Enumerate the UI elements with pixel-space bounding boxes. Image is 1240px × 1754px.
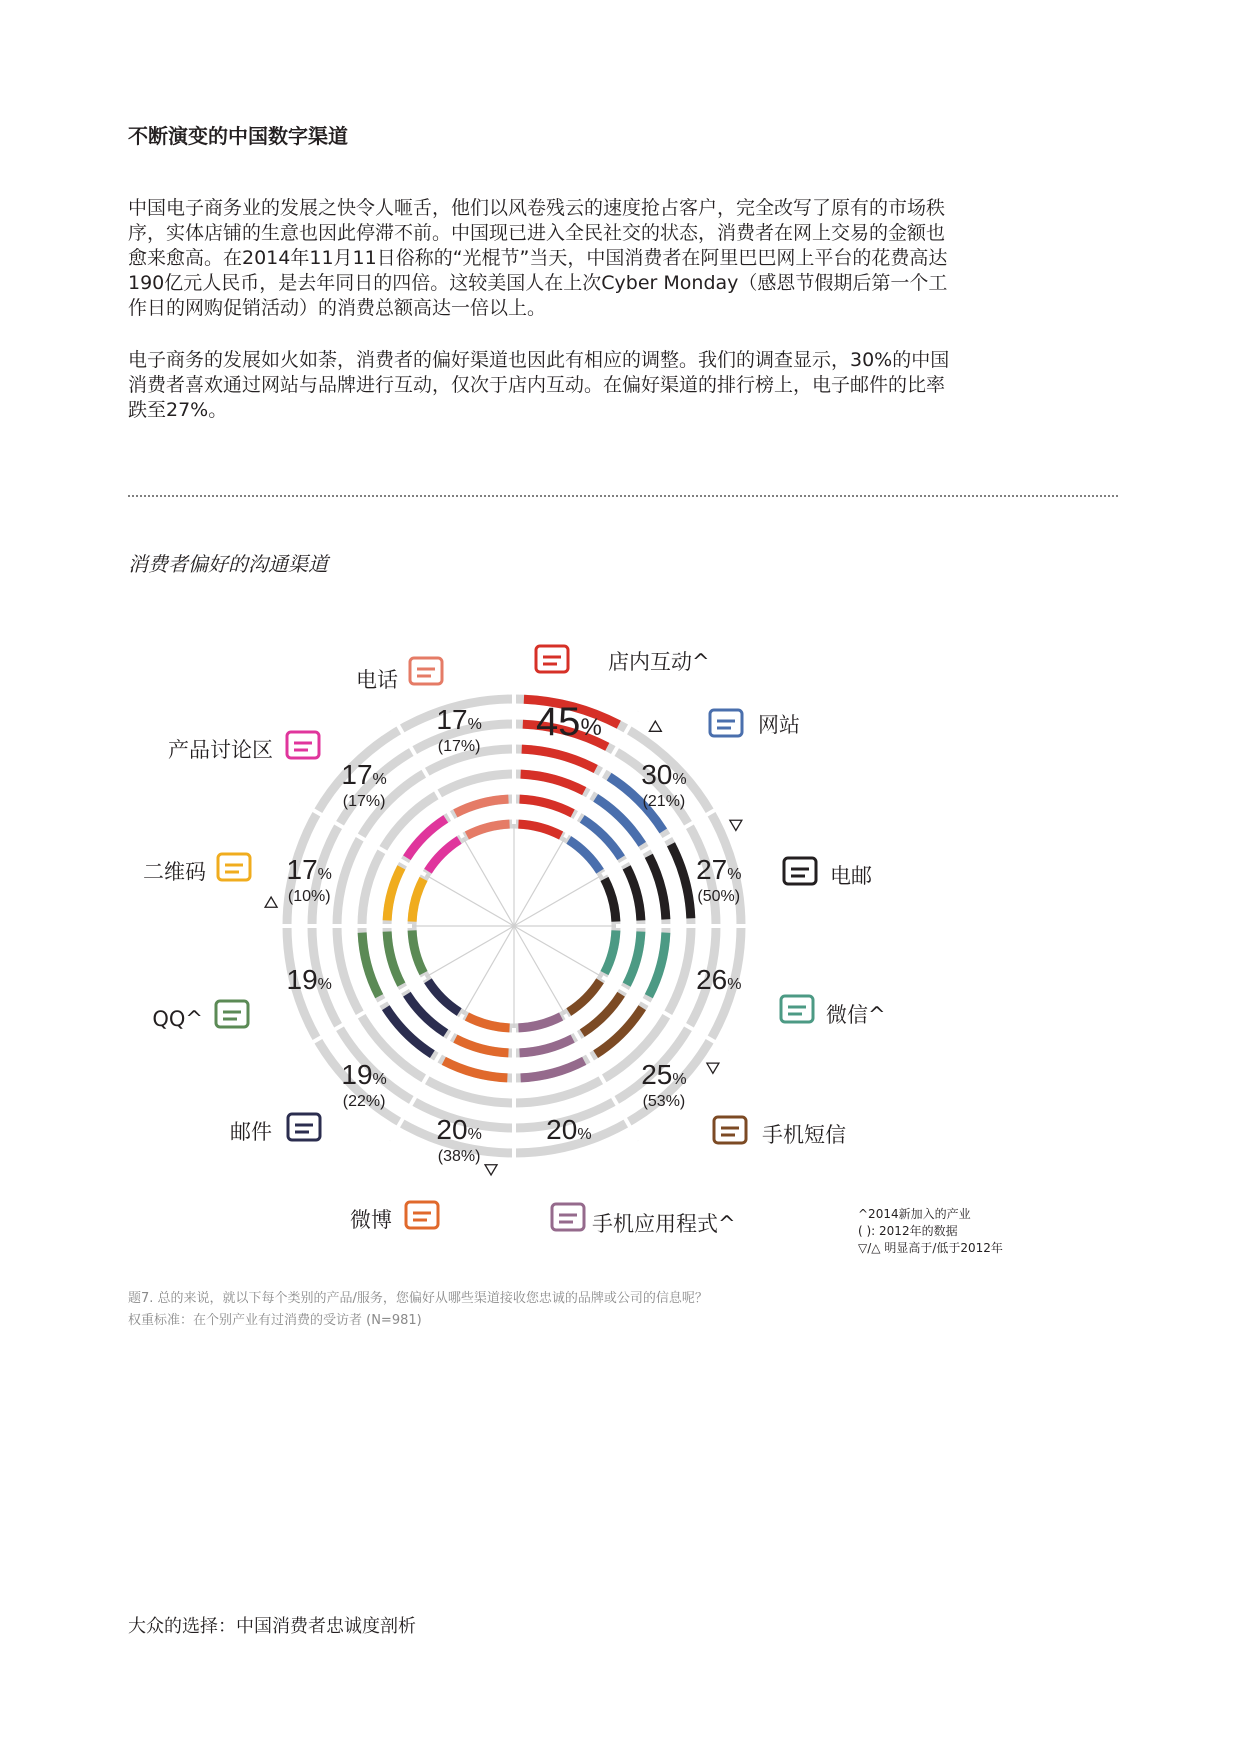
value-label-text: 27% <box>696 854 742 886</box>
envelope-icon <box>784 858 816 884</box>
qq-icon <box>216 1001 248 1027</box>
bar-arc-9 <box>412 879 423 922</box>
bar-arc-3 <box>604 930 615 973</box>
triangle-up-icon <box>265 897 277 907</box>
bar-arc-7 <box>428 981 459 1012</box>
value-label <box>436 704 481 755</box>
bar-arc-6 <box>455 1039 508 1053</box>
radial-chart <box>0 620 1240 1280</box>
category-label: 手机应用程式^ <box>592 1212 736 1236</box>
category-label: 电话 <box>356 668 398 692</box>
category-label: 手机短信 <box>762 1123 846 1147</box>
legend-new-industries: ^2014新加入的产业 <box>858 1207 971 1221</box>
bar-arc-5 <box>520 1039 573 1053</box>
phone-icon <box>410 658 442 684</box>
value-label-text: 19% <box>286 963 332 995</box>
prior-year-label: (53%) <box>642 1092 686 1110</box>
value-label <box>341 1059 386 1110</box>
bar-arc-0 <box>520 799 573 813</box>
prior-year-label: (50%) <box>697 888 741 906</box>
category-label: 微博 <box>350 1208 392 1232</box>
category-label: 微信^ <box>826 1003 886 1027</box>
store-icon <box>536 646 568 672</box>
value-label <box>536 700 602 744</box>
value-label-text: 17% <box>286 854 332 886</box>
bar-arc-4 <box>569 981 600 1012</box>
triangle-down-icon <box>707 1063 719 1073</box>
bar-arc-0 <box>522 749 596 769</box>
category-label: 店内互动^ <box>608 650 710 674</box>
category-label: 网站 <box>758 713 800 737</box>
legend-significance: ▽/△ 明显高于/低于2012年 <box>858 1241 1003 1255</box>
value-label-text: 30% <box>641 759 687 791</box>
value-label <box>641 1059 719 1110</box>
bar-arc-2 <box>671 844 691 918</box>
page-footer: 大众的选择：中国消费者忠诚度剖析 <box>128 1616 416 1637</box>
weibo-icon <box>406 1202 438 1228</box>
value-label-text: 17% <box>436 704 482 736</box>
bar-arc-2 <box>649 856 666 920</box>
category-label: 电邮 <box>830 864 872 888</box>
prior-year-label: (17%) <box>437 738 481 756</box>
bar-arc-10 <box>428 840 459 871</box>
category-label: 邮件 <box>230 1120 272 1144</box>
chart-title: 消费者偏好的沟通渠道 <box>128 552 328 576</box>
prior-year-label: (38%) <box>437 1147 481 1165</box>
value-label-text: 17% <box>341 759 387 791</box>
bar-arc-1 <box>569 840 600 871</box>
bar-arc-5 <box>518 1016 561 1027</box>
value-label <box>287 964 332 995</box>
category-label: QQ^ <box>152 1007 203 1031</box>
prior-year-label: (22%) <box>342 1092 386 1110</box>
prior-year-label: (10%) <box>287 888 331 906</box>
bar-arc-6 <box>444 1061 508 1078</box>
page-heading: 不断演变的中国数字渠道 <box>128 124 348 148</box>
qr-code-icon <box>218 854 250 880</box>
wechat-icon <box>781 996 813 1022</box>
value-label-text: 20% <box>546 1113 592 1145</box>
forum-icon <box>287 732 319 758</box>
triangle-up-icon <box>649 721 661 731</box>
value-label-text: 25% <box>641 1058 687 1090</box>
paragraph-1: 中国电子商务业的发展之快令人咂舌，他们以风卷残云的速度抢占客户，完全改写了原有的市场秩序，实体店铺的生意也因此停滞不前。中国现已进入全民社交的状态，消费者在网上交易的金额也愈来愈高。在2014年11月11日俗称的“光棍节”当天，中国消费者在阿里巴巴网上平台的花费高达190亿元人民币，是去年同日的四倍。这较美国人在上次Cyber Monday（感恩节假期后第一个工作日的网购促销活动）的消费总额高达一倍以上。 <box>128 197 948 319</box>
triangle-down-icon <box>485 1165 497 1175</box>
value-label <box>341 759 386 810</box>
category-label: 产品讨论区 <box>168 738 273 762</box>
prior-year-label: (17%) <box>342 793 386 811</box>
bar-arc-0 <box>518 824 561 835</box>
paragraph-2: 电子商务的发展如火如荼，消费者的偏好渠道也因此有相应的调整。我们的调查显示，30%的中国消费者喜欢通过网站与品牌进行互动，仅次于店内互动。在偏好渠道的排行榜上，电子邮件的比率跌至27%。 <box>128 349 950 421</box>
sms-icon <box>714 1117 746 1143</box>
value-label-text: 45% <box>535 700 602 745</box>
chart-legend <box>858 1206 1003 1257</box>
category-label: 二维码 <box>143 860 206 884</box>
value-label-text: 20% <box>436 1113 482 1145</box>
legend-2012-data: ( ): 2012年的数据 <box>858 1224 958 1238</box>
prior-year-label: (21%) <box>642 793 686 811</box>
value-label-text: 26% <box>696 963 742 995</box>
bar-arc-2 <box>604 879 615 922</box>
footnote-question: 题7. 总的来说，就以下每个类别的产品/服务，您偏好从哪些渠道接收您忠诚的品牌或公司的信息呢？ <box>128 1291 708 1306</box>
mail-icon <box>288 1114 320 1140</box>
smartphone-icon <box>552 1204 584 1230</box>
dotted-divider <box>128 495 1118 497</box>
bar-arc-11 <box>467 824 510 835</box>
bar-arc-6 <box>467 1016 510 1027</box>
monitor-icon <box>710 710 742 736</box>
bar-arc-0 <box>521 774 585 791</box>
value-label-text: 19% <box>341 1058 387 1090</box>
bar-arc-3 <box>649 933 666 997</box>
bar-arc-8 <box>412 930 423 973</box>
bar-arc-9 <box>387 867 401 920</box>
bar-arc-8 <box>362 933 379 997</box>
bar-arc-11 <box>455 799 508 813</box>
bar-arc-3 <box>627 932 641 985</box>
bar-arc-5 <box>521 1061 585 1078</box>
bar-arc-2 <box>627 867 641 920</box>
footnote-base: 权重标准：在个别产业有过消费的受访者 (N=981) <box>128 1313 422 1328</box>
triangle-down-icon <box>730 820 742 830</box>
bar-arc-8 <box>387 932 401 985</box>
